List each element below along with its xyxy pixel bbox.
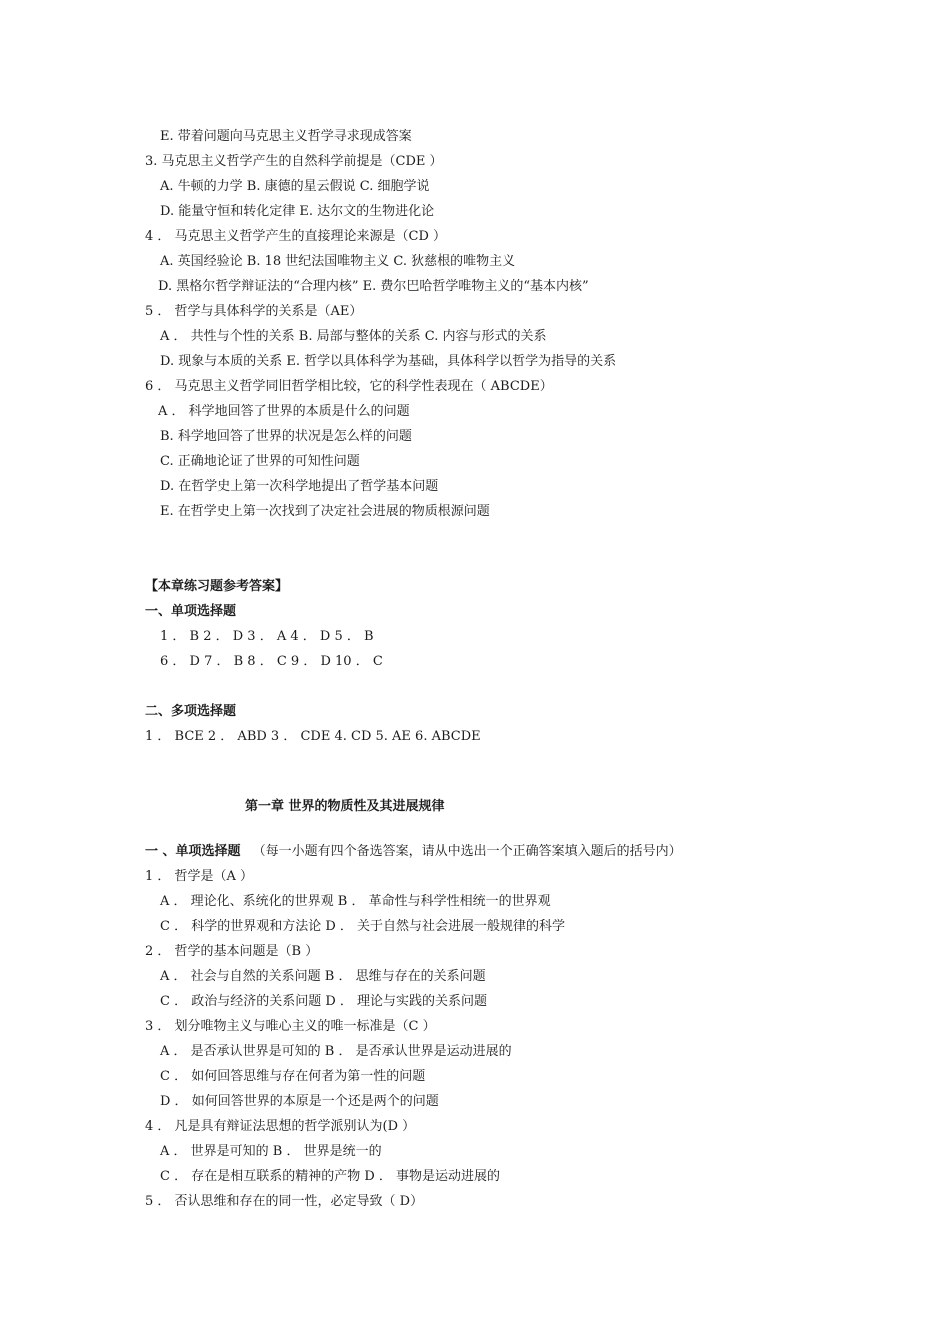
question-line: 2 ． 哲学的基本问题是（B ） (145, 944, 319, 959)
question-line: 4 ． 凡是具有辩证法思想的哲学派别认为(D ） (145, 1119, 416, 1134)
option-line: A ． 科学地回答了世界的本质是什么的问题 (158, 404, 410, 419)
chapter-title: 第一章 世界的物质性及其进展规律 (245, 799, 445, 814)
option-line: A ． 共性与个性的关系 B. 局部与整体的关系 C. 内容与形式的关系 (160, 329, 547, 344)
option-line: D. 能量守恒和转化定律 E. 达尔文的生物进化论 (160, 204, 435, 219)
option-line: A ． 社会与自然的关系问题 B ． 思维与存在的关系问题 (160, 969, 486, 984)
option-line: B. 科学地回答了世界的状况是怎么样的问题 (160, 429, 412, 444)
section-heading: 一 、单项选择题 (145, 844, 241, 859)
section-heading-line (145, 843, 682, 861)
question-line: 5 ． 哲学与具体科学的关系是（AE） (145, 304, 363, 319)
question-line: 6 ． 马克思主义哲学同旧哲学相比较，它的科学性表现在（ ABCDE） (145, 379, 553, 394)
option-line: A ． 理论化、系统化的世界观 B ． 革命性与科学性相统一的世界观 (160, 894, 551, 909)
option-line: C. 正确地论证了世界的可知性问题 (160, 454, 360, 469)
option-line: C ． 存在是相互联系的精神的产物 D ． 事物是运动进展的 (160, 1169, 501, 1184)
question-line: 4 ． 马克思主义哲学产生的直接理论来源是（CD ） (145, 229, 447, 244)
question-line: 5 ． 否认思维和存在的同一性，必定导致（ D） (145, 1194, 424, 1209)
option-line: C ． 如何回答思维与存在何者为第一性的问题 (160, 1069, 426, 1084)
single-choice-heading: 一、单项选择题 (145, 604, 237, 619)
option-line: A ． 世界是可知的 B ． 世界是统一的 (160, 1144, 382, 1159)
section-note: （每一小题有四个备选答案，请从中选出一个正确答案填入题后的括号内） (252, 844, 682, 859)
question-line: 3. 马克思主义哲学产生的自然科学前提是（CDE ） (145, 154, 443, 169)
option-line: A. 英国经验论 B. 18 世纪法国唯物主义 C. 狄慈根的唯物主义 (160, 254, 516, 269)
option-line: E. 带着问题向马克思主义哲学寻求现成答案 (160, 129, 412, 144)
option-line: D. 在哲学史上第一次科学地提出了哲学基本问题 (160, 479, 439, 494)
answers-heading: 【本章练习题参考答案】 (145, 579, 289, 594)
question-line: 3 ． 划分唯物主义与唯心主义的唯一标准是（C ） (145, 1019, 436, 1034)
option-line: A ． 是否承认世界是可知的 B ． 是否承认世界是运动进展的 (160, 1044, 512, 1059)
option-line: D ． 如何回答世界的本原是一个还是两个的问题 (160, 1094, 439, 1109)
option-line: E. 在哲学史上第一次找到了决定社会进展的物质根源问题 (160, 504, 490, 519)
multi-choice-heading: 二、多项选择题 (145, 704, 237, 719)
option-line: C ． 政治与经济的关系问题 D ． 理论与实践的关系问题 (160, 994, 488, 1009)
answer-row: 1 ． B 2 ． D 3 ． A 4 ． D 5 ． B (160, 629, 374, 644)
option-line: C ． 科学的世界观和方法论 D ． 关于自然与社会进展一般规律的科学 (160, 919, 566, 934)
option-line: D. 黑格尔哲学辩证法的“合理内核” E. 费尔巴哈哲学唯物主义的“基本内核” (158, 279, 589, 294)
option-line: D. 现象与本质的关系 E. 哲学以具体科学为基础，具体科学以哲学为指导的关系 (160, 354, 617, 369)
option-line: A. 牛顿的力学 B. 康德的星云假说 C. 细胞学说 (160, 179, 430, 194)
answer-row: 1 ． BCE 2 ． ABD 3 ． CDE 4. CD 5. AE 6. ABCDE (145, 729, 481, 744)
answer-row: 6 ． D 7 ． B 8 ． C 9 ． D 10 ． C (160, 654, 383, 669)
question-line: 1 ． 哲学是（A ） (145, 869, 254, 884)
